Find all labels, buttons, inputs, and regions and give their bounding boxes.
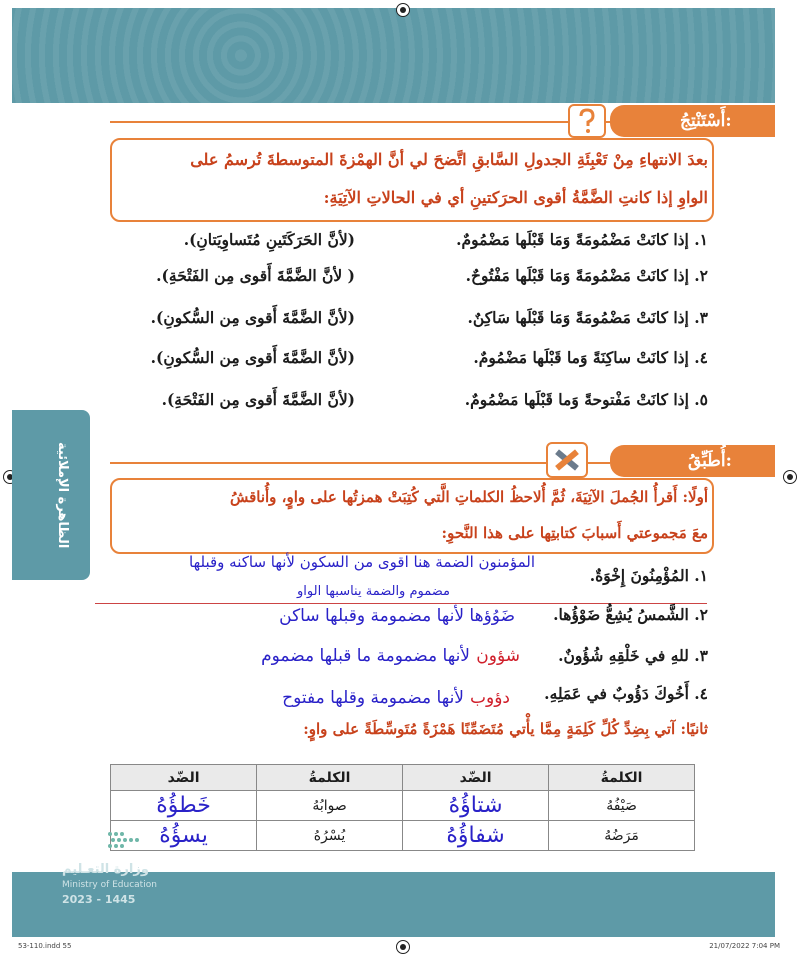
conclude-case-1: ١. إذا كانَتْ مَضْمُومَةً وَمَا قَبْلَها مَضْمُومٌ. <box>456 230 708 249</box>
ministry-name-en: Ministry of Education <box>62 880 157 890</box>
word-cell: صوابُهُ <box>257 791 403 821</box>
conclude-reason-1: (لأنَّ الحَرَكَتَينِ مُتَساوِيَتانِ). <box>183 230 355 249</box>
apply-instruction-line2: معَ مَجموعتي أَسبابَ كتابتِها على هذا النَّحوِ: <box>441 524 708 542</box>
registration-mark-top <box>396 3 410 17</box>
apply-second-instruction: ثانيًا: آتي بِضِدِّ كُلِّ كَلِمَةٍ مِمَّا يأْتي مُتَضَمِّنًا هَمْزَةً مُتَوسِّطَةً على واوٍ: <box>303 720 708 738</box>
col-header-antonym-1: الضّد <box>402 765 548 791</box>
file-label-right: 21/07/2022 7:04 PM <box>709 942 780 950</box>
table-row <box>111 791 695 821</box>
apply-sentence-4: ٤. أَخُوكَ دَؤُوبٌ في عَمَلِهِ. <box>544 684 708 703</box>
col-header-word-1: الكلمةُ <box>549 765 695 791</box>
apply-sentence-1: ١. المُؤْمِنُونَ إِخْوَةٌ. <box>589 566 708 585</box>
apply-header <box>610 445 775 477</box>
apply-answer-3: لأنها مضمومة ما قبلها مضموم <box>261 646 470 666</box>
col-header-antonym-2: الضّد <box>111 765 257 791</box>
antonym-table <box>110 764 695 851</box>
conclude-case-3: ٣. إذا كانَتْ مَضْمُومَةً وَمَا قَبْلَها سَاكِنٌ. <box>467 308 708 327</box>
edition-year: 2023 - 1445 <box>62 893 136 906</box>
conclude-case-4: ٤. إذا كانَتْ ساكِنَةً وَما قَبْلَها مَضْمُومٌ. <box>473 348 708 367</box>
word-cell: مَرَضُهُ <box>549 821 695 851</box>
conclude-header <box>610 105 775 137</box>
answer-cell: شتاؤُهُ <box>402 791 548 821</box>
word-cell: صَيْفُهُ <box>549 791 695 821</box>
file-label-left: 53-110.indd 55 <box>18 942 72 950</box>
apply-sentence-2: ٢. الشَّمسُ يُشِعُّ ضَوْؤُها. <box>553 605 708 624</box>
conclude-case-5: ٥. إذا كانَتْ مَفْتوحةً وَما قَبْلَها مَضْمُومٌ. <box>464 390 708 409</box>
apply-answer-3-word: شؤون <box>476 646 520 666</box>
conclude-reason-3: (لأنَّ الضَّمَّةَ أَقوى مِن السُّكونِ). <box>150 308 355 327</box>
conclude-reason-5: (لأنَّ الضَّمَّةَ أَقوى مِن الفَتْحَةِ). <box>161 390 355 409</box>
answer-cell: خَطؤُهُ <box>111 791 257 821</box>
answer-cell: شفاؤُهُ <box>402 821 548 851</box>
word-cell: يُسْرُهُ <box>257 821 403 851</box>
conclude-rule <box>110 121 610 123</box>
conclude-question-line2: الواوِ إذا كانتِ الضَّمَّةُ أقوى الحرَكتينِ أي في الحالاتِ الآتِيَةِ: <box>323 188 708 207</box>
apply-answer-1b: مضموم والضمة يناسبها الواو <box>297 584 450 599</box>
apply-answer-4: لأنها مضمومة وقلها مفتوح <box>282 688 464 708</box>
side-tab-label: الظاهرة الإملائية <box>55 441 70 549</box>
apply-answer-2: ضَوُؤها لأنها مضمومة وقبلها ساكن <box>279 606 515 626</box>
ministry-logo-icon <box>100 826 180 856</box>
table-row <box>111 821 695 851</box>
apply-answer-4-word: دؤوب <box>470 688 510 708</box>
apply-answer-1: المؤمنون الضمة هنا اقوى من السكون لأنها ساكنه وقبلها <box>189 553 535 571</box>
conclude-reason-4: (لأنَّ الضَّمَّةَ أَقوى مِن السُّكونِ). <box>150 348 355 367</box>
answer-cell: يسؤُهُ <box>111 821 257 851</box>
conclude-reason-2: ( لأنَّ الضَّمَّةَ أَقوى مِن الفَتْحَةِ). <box>156 266 355 285</box>
apply-sentence-3: ٣. للهِ في خَلْقِهِ شُؤُونٌ. <box>558 646 708 665</box>
top-banner <box>12 8 775 103</box>
conclude-title: أَسْتَنْتِجُ: <box>680 111 732 131</box>
pencil-ruler-icon <box>546 442 588 478</box>
apply-rule <box>110 462 610 464</box>
registration-mark-bottom <box>396 940 410 954</box>
apply-title: أُطَبِّقُ: <box>688 451 732 471</box>
ministry-name-ar: وزارة التعـليم <box>62 862 149 877</box>
conclude-case-2: ٢. إذا كانَتْ مَضْمُومَةً وَمَا قَبْلَها مَفْتُوحٌ. <box>465 266 708 285</box>
side-tab <box>12 410 90 580</box>
conclude-question-line1: بعدَ الانتهاءِ مِنْ تَعْبِئَةِ الجدولِ السَّابقِ اتَّضحَ لي أنَّ الهمْزةَ المتوسطةَ تُرسمُ على <box>190 150 708 169</box>
col-header-word-2: الكلمةُ <box>257 765 403 791</box>
registration-mark-right <box>783 470 797 484</box>
ruled-line <box>95 603 707 604</box>
apply-instruction-line1: أولًا: أَقرأُ الجُملَ الآتِيَةَ، ثُمَّ أُلاحظُ الكلماتِ الَّتي كُتِبَتْ همزتُها على واوٍ، وأُناقشُ <box>229 488 708 506</box>
question-icon <box>568 104 606 138</box>
